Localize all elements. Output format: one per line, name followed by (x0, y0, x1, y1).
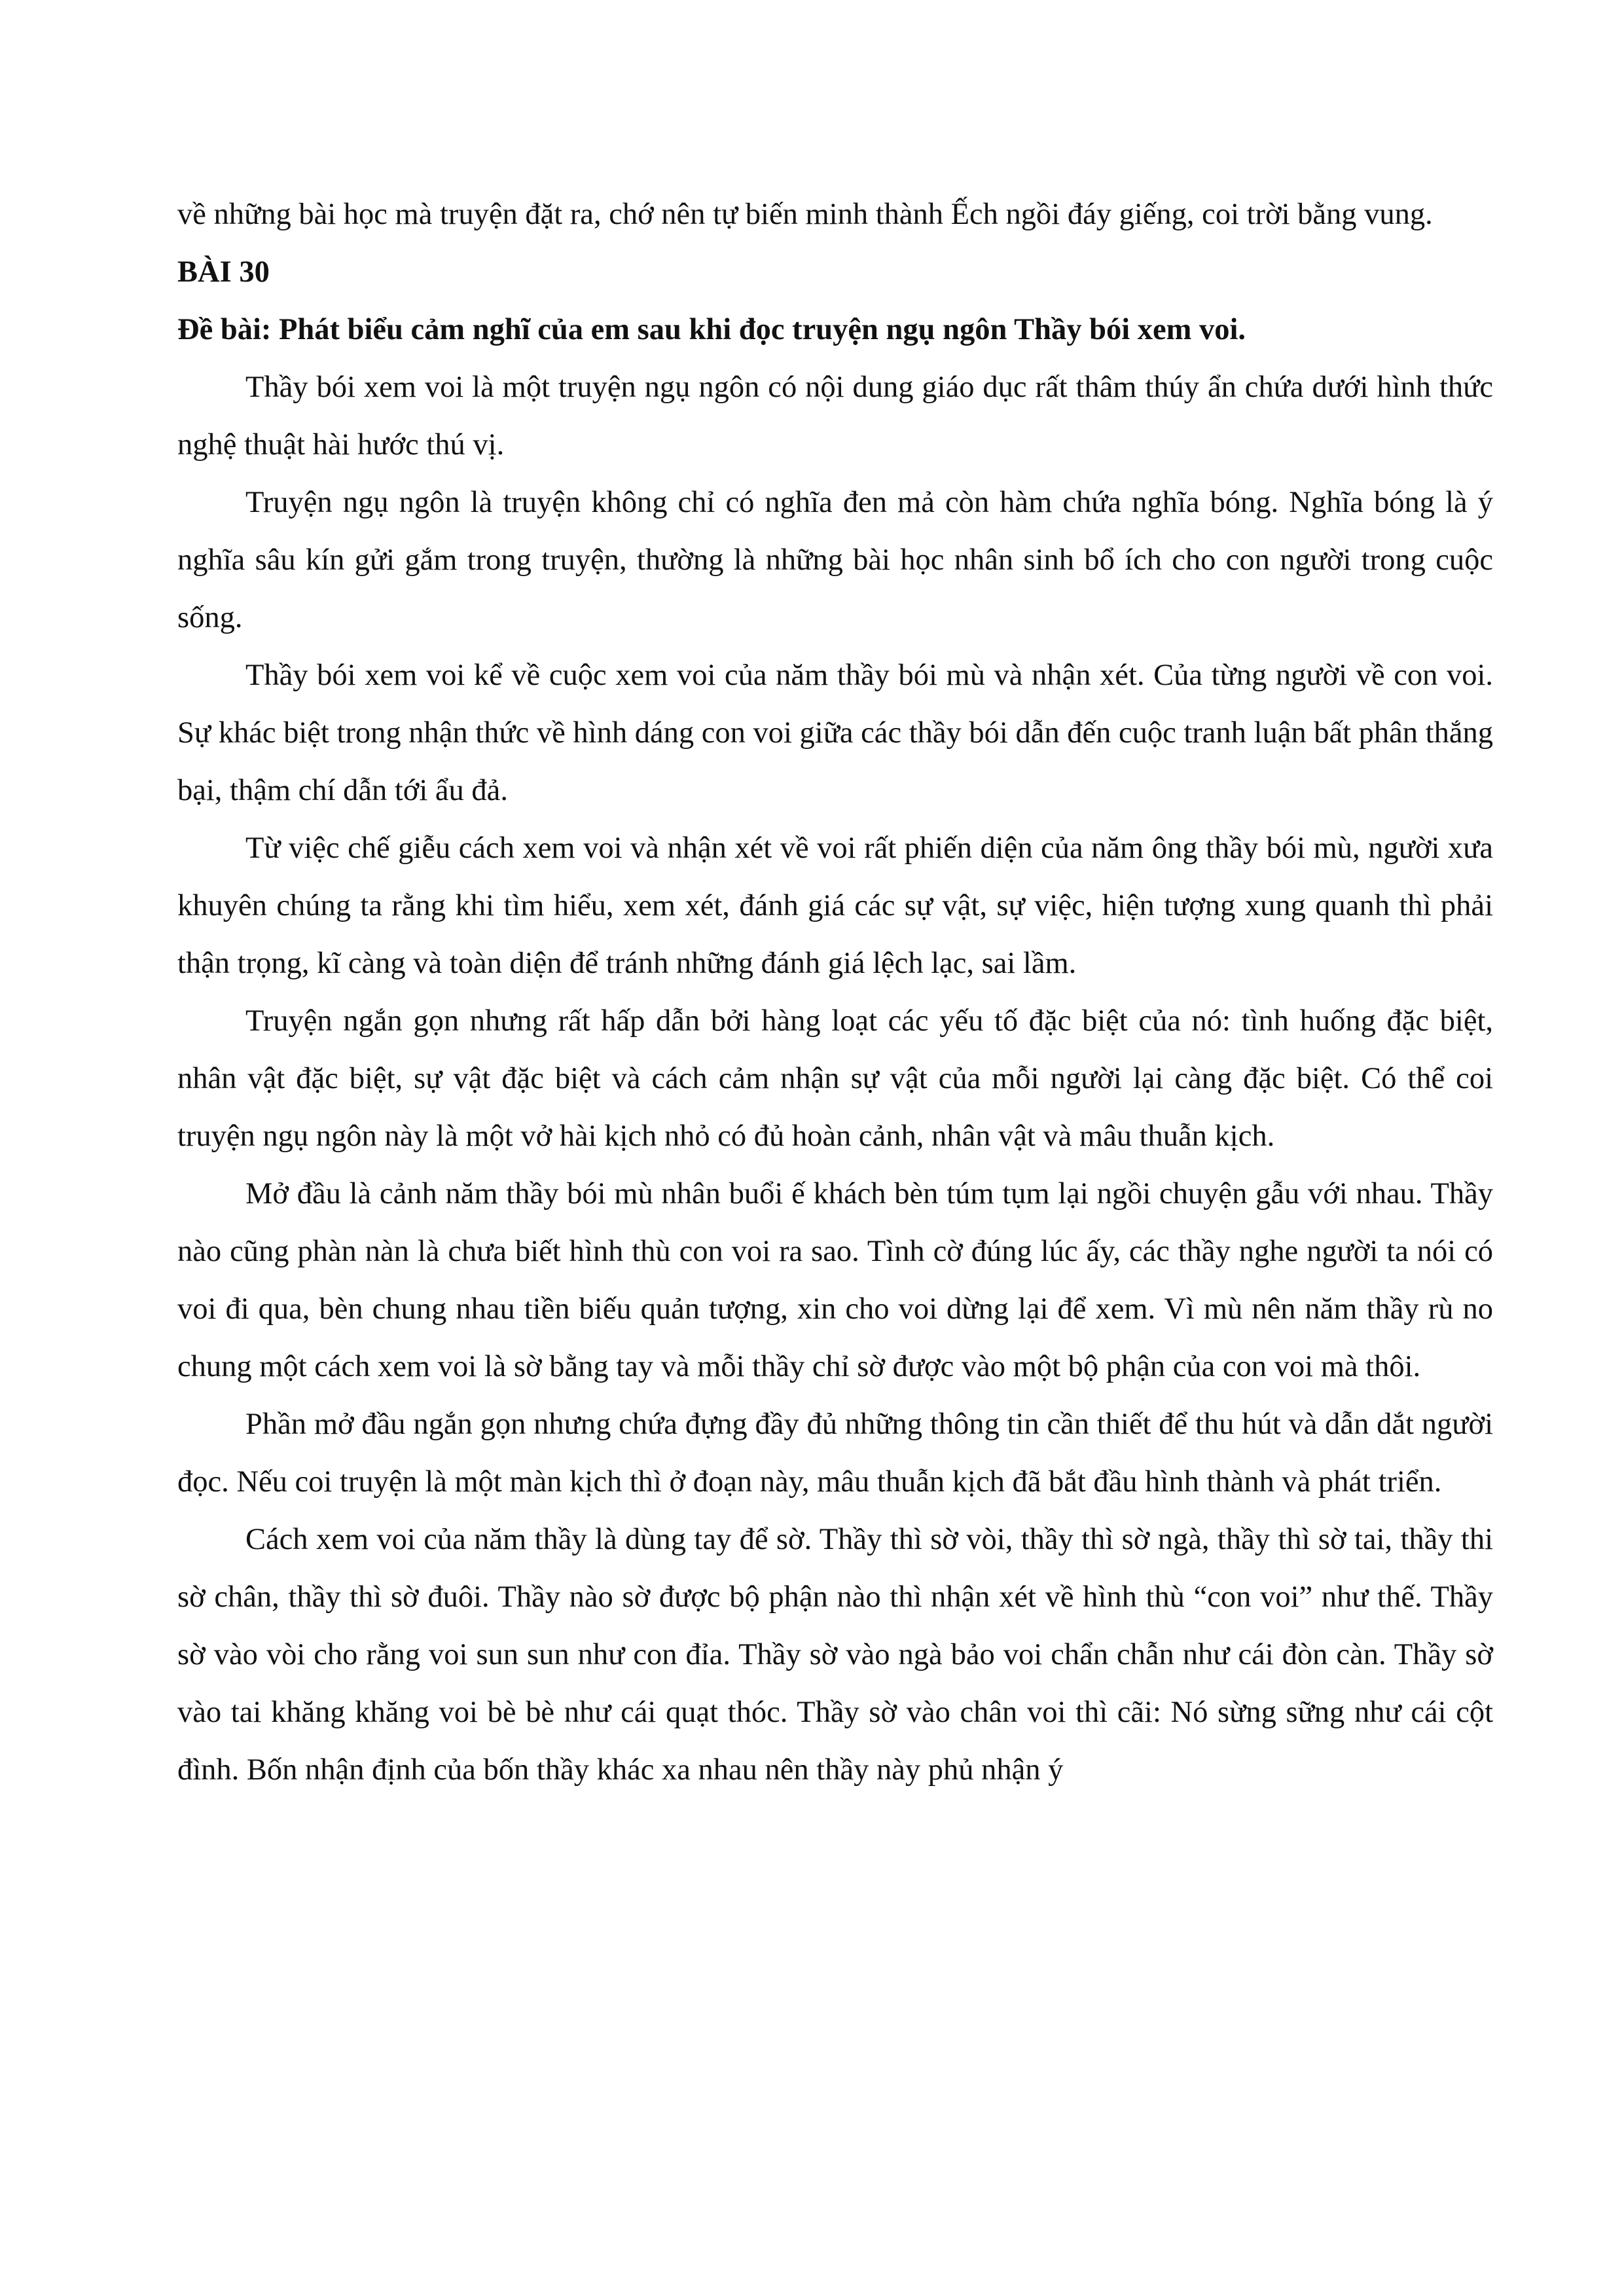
body-paragraph-7: Phần mở đầu ngắn gọn nhưng chứa đựng đầy đủ những thông tin cần thiết để thu hút và dẫn dắt người đọc. Nếu coi truyện là một màn kịch thì ở đoạn này, mâu thuẫn kịch đã bắt đầu hình thành và phát triển. (177, 1408, 1493, 1499)
essay-prompt: Đề bài: Phát biểu cảm nghĩ của em sau khi đọc truyện ngụ ngôn Thầy bói xem voi. (177, 313, 1246, 346)
body-paragraph-3: Thầy bói xem voi kể về cuộc xem voi của năm thầy bói mù và nhận xét. Của từng người về con voi. Sự khác biệt trong nhận thức về hình dáng con voi giữa các thầy bói dẫn đến cuộc tranh luận bất phân thắng bại, thậm chí dẫn tới ẩu đả. (177, 659, 1493, 807)
body-paragraph-6: Mở đầu là cảnh năm thầy bói mù nhân buổi ế khách bèn túm tụm lại ngồi chuyện gẫu với nhau. Thầy nào cũng phàn nàn là chưa biết hình thù con voi ra sao. Tình cờ đúng lúc ấy, các thầy nghe người ta nói có voi đi qua, bèn chung nhau tiền biếu quản tượng, xin cho voi dừng lại để xem. Vì mù nên năm thầy rù no chung một cách xem voi là sờ bằng tay và mỗi thầy chỉ sờ được vào một bộ phận của con voi mà thôi. (177, 1177, 1493, 1383)
body-paragraph-4: Từ việc chế giễu cách xem voi và nhận xét về voi rất phiến diện của năm ông thầy bói mù, người xưa khuyên chúng ta rằng khi tìm hiểu, xem xét, đánh giá các sự vật, sự việc, hiện tượng xung quanh thì phải thận trọng, kĩ càng và toàn diện để tránh những đánh giá lệch lạc, sai lầm. (177, 831, 1493, 980)
body-paragraph-5: Truyện ngắn gọn nhưng rất hấp dẫn bởi hàng loạt các yếu tố đặc biệt của nó: tình huống đặc biệt, nhân vật đặc biệt, sự vật đặc biệt và cách cảm nhận sự vật của mỗi người lại càng đặc biệt. Có thể coi truyện ngụ ngôn này là một vở hài kịch nhỏ có đủ hoàn cảnh, nhân vật và mâu thuẫn kịch. (177, 1004, 1493, 1153)
document-content (177, 186, 1493, 1799)
body-paragraph-8: Cách xem voi của năm thầy là dùng tay để sờ. Thầy thì sờ vòi, thầy thì sờ ngà, thầy thì sờ tai, thầy thi sờ chân, thầy thì sờ đuôi. Thầy nào sờ được bộ phận nào thì nhận xét về hình thù “con voi” như thế. Thầy sờ vào vòi cho rằng voi sun sun như con đỉa. Thầy sờ vào ngà bảo voi chẩn chẫn như cái đòn càn. Thầy sờ vào tai khăng khăng voi bè bè như cái quạt thóc. Thầy sờ vào chân voi thì cãi: Nó sừng sững như cái cột đình. Bốn nhận định của bốn thầy khác xa nhau nên thầy này phủ nhận ý (177, 1523, 1493, 1787)
intro-paragraph: về những bài học mà truyện đặt ra, chớ nên tự biến minh thành Ếch ngồi đáy giếng, coi trời bằng vung. (177, 198, 1433, 231)
body-paragraph-2: Truyện ngụ ngôn là truyện không chỉ có nghĩa đen mả còn hàm chứa nghĩa bóng. Nghĩa bóng là ý nghĩa sâu kín gửi gắm trong truyện, thường là những bài học nhân sinh bổ ích cho con người trong cuộc sống. (177, 486, 1493, 634)
lesson-title: BÀI 30 (177, 255, 270, 289)
body-paragraph-1: Thầy bói xem voi là một truyện ngụ ngôn có nội dung giáo dục rất thâm thúy ẩn chứa dưới hình thức nghệ thuật hài hước thú vị. (177, 371, 1493, 462)
